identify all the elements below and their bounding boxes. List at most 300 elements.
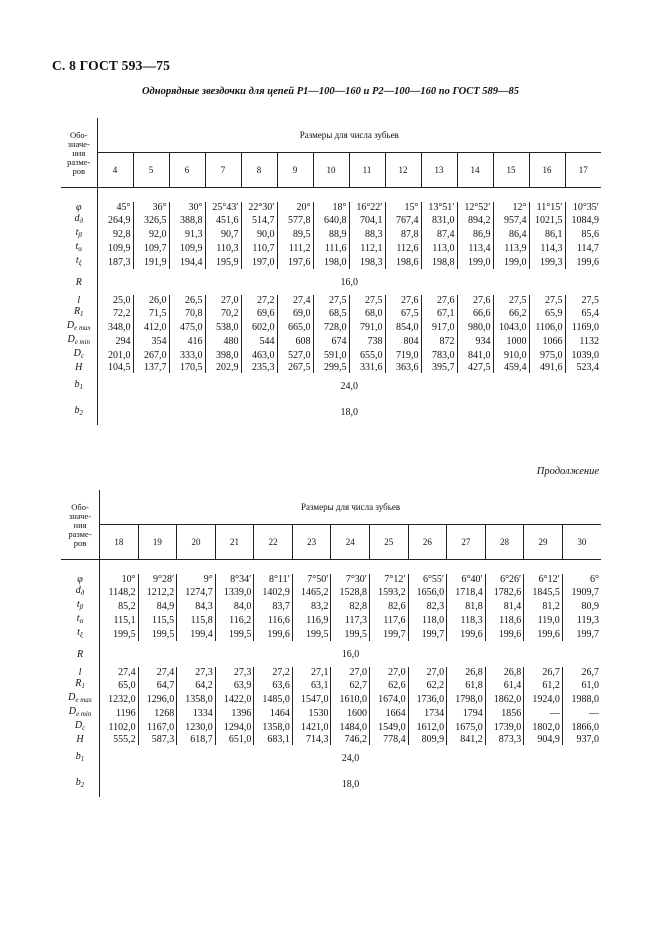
symbol-subscript: α — [78, 245, 82, 253]
value-cell: 26,7 — [524, 667, 563, 678]
value-cell: 475,0 — [169, 320, 205, 334]
value-cell: 83,2 — [292, 599, 331, 613]
value-cell: 778,4 — [370, 734, 409, 745]
value-cell: 72,2 — [97, 306, 133, 320]
value-cell: 527,0 — [277, 348, 313, 362]
value-cell: 170,5 — [169, 362, 205, 373]
value-cell: 427,5 — [457, 362, 493, 373]
value-cell: 109,9 — [97, 241, 133, 255]
symbol-label: b — [75, 751, 81, 762]
value-cell: 7°50′ — [292, 574, 331, 585]
value-cell: 70,2 — [205, 306, 241, 320]
symbol-label: φ — [75, 202, 82, 213]
value-cell: 1212,2 — [138, 585, 177, 599]
symbol-cell — [61, 348, 97, 362]
value-cell: 1402,9 — [254, 585, 293, 599]
value-cell: 84,3 — [177, 599, 216, 613]
value-cell: 65,4 — [565, 306, 601, 320]
sprocket-table-2 — [61, 490, 601, 797]
value-cell: 1736,0 — [408, 692, 447, 706]
value-cell: 64,2 — [177, 678, 216, 692]
value-cell: 110,7 — [241, 241, 277, 255]
value-cell: 85,2 — [100, 599, 139, 613]
symbol-label: H — [76, 734, 84, 745]
value-cell: 267,5 — [277, 362, 313, 373]
value-cell: 113,0 — [421, 241, 457, 255]
value-cell: — — [524, 706, 563, 720]
value-cell: 202,9 — [205, 362, 241, 373]
symbol-cell — [61, 269, 97, 295]
value-cell: 704,1 — [349, 213, 385, 227]
symbol-label: D — [74, 720, 83, 731]
value-cell: 26,0 — [133, 295, 169, 306]
value-cell: 1230,0 — [177, 720, 216, 734]
value-cell: 1600 — [331, 706, 370, 720]
symbol-label: b — [75, 777, 81, 788]
value-cell: 90,7 — [205, 227, 241, 241]
symbol-cell — [61, 678, 100, 692]
value-cell: 459,4 — [493, 362, 529, 373]
value-cell: 618,7 — [177, 734, 216, 745]
value-cell: 1000 — [493, 334, 529, 348]
value-cell: 294 — [97, 334, 133, 348]
value-cell: 395,7 — [421, 362, 457, 373]
value-cell: 82,6 — [370, 599, 409, 613]
value-cell: 199,5 — [100, 627, 139, 641]
tooth-count-cell: 30 — [562, 525, 601, 560]
symbol-header-line: ров — [72, 166, 85, 176]
value-cell: 1464 — [254, 706, 293, 720]
value-cell: 1798,0 — [447, 692, 486, 706]
value-cell: 6°26′ — [485, 574, 524, 585]
symbol-label: D — [67, 334, 75, 345]
value-cell: 326,5 — [133, 213, 169, 227]
symbol-label: R — [76, 648, 84, 660]
value-cell: 90,0 — [241, 227, 277, 241]
value-cell: 65,9 — [529, 306, 565, 320]
value-cell: 1396 — [215, 706, 254, 720]
symbol-cell — [61, 241, 97, 255]
table-row — [61, 667, 601, 678]
value-cell: 264,9 — [97, 213, 133, 227]
value-cell: 11°15′ — [529, 202, 565, 213]
value-cell: 27,6 — [421, 295, 457, 306]
symbol-subscript: ξ — [78, 259, 82, 267]
tooth-count-cell: 27 — [447, 525, 486, 560]
value-cell: 804 — [385, 334, 421, 348]
value-cell: 1528,8 — [331, 585, 370, 599]
symbol-label: b — [74, 405, 80, 416]
table-row — [61, 678, 601, 692]
value-cell: 1358,0 — [177, 692, 216, 706]
value-cell: 1066 — [529, 334, 565, 348]
symbol-cell — [61, 734, 100, 745]
value-cell: 1530 — [292, 706, 331, 720]
value-cell: 115,8 — [177, 613, 216, 627]
symbol-label: t — [75, 255, 79, 266]
value-cell: 728,0 — [313, 320, 349, 334]
symbol-cell — [61, 613, 100, 627]
symbol-label: t — [77, 627, 80, 638]
value-cell: 1167,0 — [138, 720, 177, 734]
value-cell: 68,0 — [349, 306, 385, 320]
symbol-label: D — [73, 348, 81, 359]
value-cell: 16°22′ — [349, 202, 385, 213]
value-cell: 1084,9 — [565, 213, 601, 227]
value-cell: 1039,0 — [565, 348, 601, 362]
value-cell: 201,0 — [97, 348, 133, 362]
value-cell: 25°43′ — [205, 202, 241, 213]
symbol-label: D — [68, 706, 76, 717]
value-cell: 1485,0 — [254, 692, 293, 706]
symbol-label: l — [78, 667, 82, 678]
value-cell: 10° — [100, 574, 139, 585]
value-cell: 61,4 — [485, 678, 524, 692]
value-cell: 1106,0 — [529, 320, 565, 334]
value-cell: 934 — [457, 334, 493, 348]
value-cell: 191,9 — [133, 255, 169, 269]
value-cell: 1734 — [408, 706, 447, 720]
value-cell: 27,4 — [138, 667, 177, 678]
table-row — [61, 269, 601, 295]
table-row — [61, 574, 601, 585]
value-cell: 640,8 — [313, 213, 349, 227]
value-cell: 8°34′ — [215, 574, 254, 585]
symbol-label: φ — [77, 574, 83, 585]
value-cell: 1296,0 — [138, 692, 177, 706]
symbol-cell — [61, 334, 97, 348]
symbol-header-line: ния — [72, 148, 86, 158]
value-cell: 86,9 — [457, 227, 493, 241]
value-cell: 112,6 — [385, 241, 421, 255]
value-cell: 87,4 — [421, 227, 457, 241]
value-cell: 841,2 — [447, 734, 486, 745]
value-cell: 577,8 — [277, 213, 313, 227]
table-row — [61, 399, 601, 425]
table-row — [61, 641, 601, 667]
value-cell: 957,4 — [493, 213, 529, 227]
value-cell: 1274,7 — [177, 585, 216, 599]
value-cell: 18° — [313, 202, 349, 213]
value-cell: 1739,0 — [485, 720, 524, 734]
value-cell: 1334 — [177, 706, 216, 720]
value-cell: 1845,5 — [524, 585, 563, 599]
value-cell: 88,9 — [313, 227, 349, 241]
value-cell: 555,2 — [100, 734, 139, 745]
tooth-count-cell: 28 — [485, 525, 524, 560]
table-row — [61, 334, 601, 348]
symbol-label: t — [76, 613, 80, 624]
value-cell: 412,0 — [133, 320, 169, 334]
symbol-header-line: разме- — [68, 529, 92, 539]
table-row — [61, 627, 601, 641]
value-cell: 194,4 — [169, 255, 205, 269]
symbol-header-line: значе- — [68, 511, 92, 521]
value-cell: 6°40′ — [447, 574, 486, 585]
value-cell: 199,0 — [493, 255, 529, 269]
value-cell: 18,0 — [341, 778, 360, 790]
value-cell: — — [562, 706, 601, 720]
value-cell: 7°30′ — [331, 574, 370, 585]
value-cell: 538,0 — [205, 320, 241, 334]
value-cell: 894,2 — [457, 213, 493, 227]
value-cell: 738 — [349, 334, 385, 348]
value-cell: 199,7 — [370, 627, 409, 641]
table-row — [61, 745, 601, 771]
symbol-label: R — [73, 306, 81, 317]
value-cell: 12°52′ — [457, 202, 493, 213]
value-cell: 187,3 — [97, 255, 133, 269]
value-cell: 267,0 — [133, 348, 169, 362]
value-cell: 651,0 — [215, 734, 254, 745]
value-cell: 62,7 — [331, 678, 370, 692]
value-cell: 104,5 — [97, 362, 133, 373]
value-cell: 26,5 — [169, 295, 205, 306]
value-cell: 67,1 — [421, 306, 457, 320]
symbol-subscript: 1 — [80, 755, 85, 763]
symbol-header — [61, 118, 97, 188]
value-cell: 80,9 — [562, 599, 601, 613]
value-cell: 299,5 — [313, 362, 349, 373]
value-cell: 1674,0 — [370, 692, 409, 706]
table-row — [61, 362, 601, 373]
value-cell: 9°28′ — [138, 574, 177, 585]
value-cell: 1612,0 — [408, 720, 447, 734]
value-cell: 137,7 — [133, 362, 169, 373]
symbol-cell — [61, 399, 97, 425]
table-row — [61, 373, 601, 399]
value-cell: 683,1 — [254, 734, 293, 745]
value-cell: 13°51′ — [421, 202, 457, 213]
value-cell: 71,5 — [133, 306, 169, 320]
table-row — [61, 720, 601, 734]
tooth-count-cell: 25 — [370, 525, 409, 560]
value-cell: 88,3 — [349, 227, 385, 241]
value-cell: 30° — [169, 202, 205, 213]
value-cell: 110,3 — [205, 241, 241, 255]
value-cell: 975,0 — [529, 348, 565, 362]
symbol-cell — [61, 373, 97, 399]
symbol-cell — [61, 692, 100, 706]
value-cell: 199,7 — [562, 627, 601, 641]
table-row — [61, 255, 601, 269]
symbol-cell — [61, 213, 97, 227]
value-cell: 85,6 — [565, 227, 601, 241]
tooth-count-cell: 11 — [349, 153, 385, 188]
value-cell: 70,8 — [169, 306, 205, 320]
value-cell: 68,5 — [313, 306, 349, 320]
value-cell: 199,5 — [292, 627, 331, 641]
tooth-count-cell: 6 — [169, 153, 205, 188]
value-cell: 66,6 — [457, 306, 493, 320]
value-cell: 20° — [277, 202, 313, 213]
value-cell: 36° — [133, 202, 169, 213]
symbol-cell — [61, 255, 97, 269]
tooth-count-cell: 29 — [524, 525, 563, 560]
value-cell: 198,0 — [313, 255, 349, 269]
symbol-subscript: 1 — [80, 310, 84, 318]
symbol-cell — [61, 641, 100, 667]
value-cell: 1043,0 — [493, 320, 529, 334]
value-cell: 854,0 — [385, 320, 421, 334]
value-cell: 809,9 — [408, 734, 447, 745]
value-cell: 199,3 — [529, 255, 565, 269]
value-cell: 1856 — [485, 706, 524, 720]
value-cell: 27,2 — [241, 295, 277, 306]
value-cell: 82,8 — [331, 599, 370, 613]
sizes-header: Размеры для числа зубьев — [100, 490, 601, 525]
table-row — [61, 613, 601, 627]
value-cell: 16,0 — [341, 648, 360, 660]
value-cell: 1484,0 — [331, 720, 370, 734]
value-cell: 674 — [313, 334, 349, 348]
symbol-label: R — [75, 276, 82, 288]
sprocket-table-1 — [61, 118, 601, 425]
symbol-label: D — [68, 692, 76, 703]
value-cell: 1169,0 — [565, 320, 601, 334]
value-cell: 66,2 — [493, 306, 529, 320]
value-cell: 198,6 — [385, 255, 421, 269]
tooth-count-cell: 7 — [205, 153, 241, 188]
table-title: Однорядные звездочки для цепей Р1—100—160 и Р2—100—160 по ГОСТ 589—85 — [141, 86, 520, 97]
value-cell: 872 — [421, 334, 457, 348]
value-cell: 114,3 — [529, 241, 565, 255]
value-cell: 1718,4 — [447, 585, 486, 599]
value-cell: 18,0 — [340, 406, 358, 418]
value-cell: 9° — [177, 574, 216, 585]
value-cell: 463,0 — [241, 348, 277, 362]
value-cell: 1610,0 — [331, 692, 370, 706]
value-cell: 63,1 — [292, 678, 331, 692]
value-cell: 22°30′ — [241, 202, 277, 213]
value-cell: 119,3 — [562, 613, 601, 627]
value-cell: 45° — [97, 202, 133, 213]
value-cell: 113,4 — [457, 241, 493, 255]
value-cell: 117,6 — [370, 613, 409, 627]
value-cell: 61,8 — [447, 678, 486, 692]
value-cell: 119,0 — [524, 613, 563, 627]
value-cell: 197,0 — [241, 255, 277, 269]
symbol-header-line: Обо- — [71, 502, 89, 512]
symbol-cell — [61, 362, 97, 373]
value-cell: 197,6 — [277, 255, 313, 269]
symbol-subscript: 1 — [81, 682, 85, 690]
value-cell: 92,0 — [133, 227, 169, 241]
symbol-cell — [61, 720, 100, 734]
tooth-count-cell: 13 — [421, 153, 457, 188]
value-cell: 331,6 — [349, 362, 385, 373]
tooth-count-cell: 21 — [215, 525, 254, 560]
symbol-subscript: e max — [74, 324, 91, 332]
value-cell: 1988,0 — [562, 692, 601, 706]
value-cell: 348,0 — [97, 320, 133, 334]
value-cell: 1294,0 — [215, 720, 254, 734]
value-cell: 1148,2 — [100, 585, 139, 599]
symbol-subscript: ξ — [79, 631, 83, 639]
value-cell: 388,8 — [169, 213, 205, 227]
value-cell: 63,9 — [215, 678, 254, 692]
value-cell: 84,0 — [215, 599, 254, 613]
value-cell: 67,5 — [385, 306, 421, 320]
symbol-cell — [61, 585, 100, 599]
value-cell: 83,7 — [254, 599, 293, 613]
value-cell: 1802,0 — [524, 720, 563, 734]
value-cell: 235,3 — [241, 362, 277, 373]
value-cell: 451,6 — [205, 213, 241, 227]
value-cell: 980,0 — [457, 320, 493, 334]
value-cell: 115,1 — [100, 613, 139, 627]
table-row — [61, 734, 601, 745]
tooth-count-cell: 23 — [292, 525, 331, 560]
table-row — [61, 227, 601, 241]
value-cell: 26,7 — [562, 667, 601, 678]
value-cell: 873,3 — [485, 734, 524, 745]
value-cell: 910,0 — [493, 348, 529, 362]
value-cell: 523,4 — [565, 362, 601, 373]
value-cell: 1782,6 — [485, 585, 524, 599]
value-cell: 81,2 — [524, 599, 563, 613]
symbol-label: l — [77, 295, 81, 306]
symbol-cell — [61, 771, 100, 797]
value-cell: 65,0 — [100, 678, 139, 692]
symbol-label: d — [75, 585, 81, 596]
symbol-header-line: значе- — [67, 139, 90, 149]
value-cell: 16,0 — [340, 276, 358, 288]
tooth-count-cell: 18 — [100, 525, 139, 560]
value-cell: 27,2 — [254, 667, 293, 678]
tooth-count-cell: 17 — [565, 153, 601, 188]
value-cell: 27,5 — [493, 295, 529, 306]
value-cell: 1339,0 — [215, 585, 254, 599]
tooth-count-cell: 14 — [457, 153, 493, 188]
continuation-label: Продолжение — [536, 466, 599, 477]
value-cell: 199,0 — [457, 255, 493, 269]
symbol-cell — [61, 667, 100, 678]
value-cell: 544 — [241, 334, 277, 348]
value-cell: 27,5 — [565, 295, 601, 306]
value-cell: 416 — [169, 334, 205, 348]
value-cell: 831,0 — [421, 213, 457, 227]
value-cell: 1862,0 — [485, 692, 524, 706]
symbol-label: R — [75, 678, 82, 689]
value-cell: 1866,0 — [562, 720, 601, 734]
symbol-subscript: e min — [74, 338, 91, 346]
value-cell: 354 — [133, 334, 169, 348]
table-row — [61, 585, 601, 599]
symbol-header-line: ния — [73, 520, 87, 530]
value-cell: 199,6 — [254, 627, 293, 641]
value-cell: 111,6 — [313, 241, 349, 255]
value-cell: 113,9 — [493, 241, 529, 255]
symbol-cell — [61, 295, 97, 306]
symbol-cell — [61, 306, 97, 320]
value-cell: 587,3 — [138, 734, 177, 745]
value-cell: 27,6 — [385, 295, 421, 306]
symbol-subscript: 2 — [79, 409, 83, 417]
value-cell: 719,0 — [385, 348, 421, 362]
value-cell: 109,9 — [169, 241, 205, 255]
value-cell: 791,0 — [349, 320, 385, 334]
value-cell: 118,0 — [408, 613, 447, 627]
value-cell: 86,4 — [493, 227, 529, 241]
value-cell: 602,0 — [241, 320, 277, 334]
value-cell: 1132 — [565, 334, 601, 348]
value-cell: 937,0 — [562, 734, 601, 745]
value-cell: 27,6 — [457, 295, 493, 306]
value-cell: 917,0 — [421, 320, 457, 334]
tooth-count-cell: 12 — [385, 153, 421, 188]
symbol-cell — [61, 599, 100, 613]
